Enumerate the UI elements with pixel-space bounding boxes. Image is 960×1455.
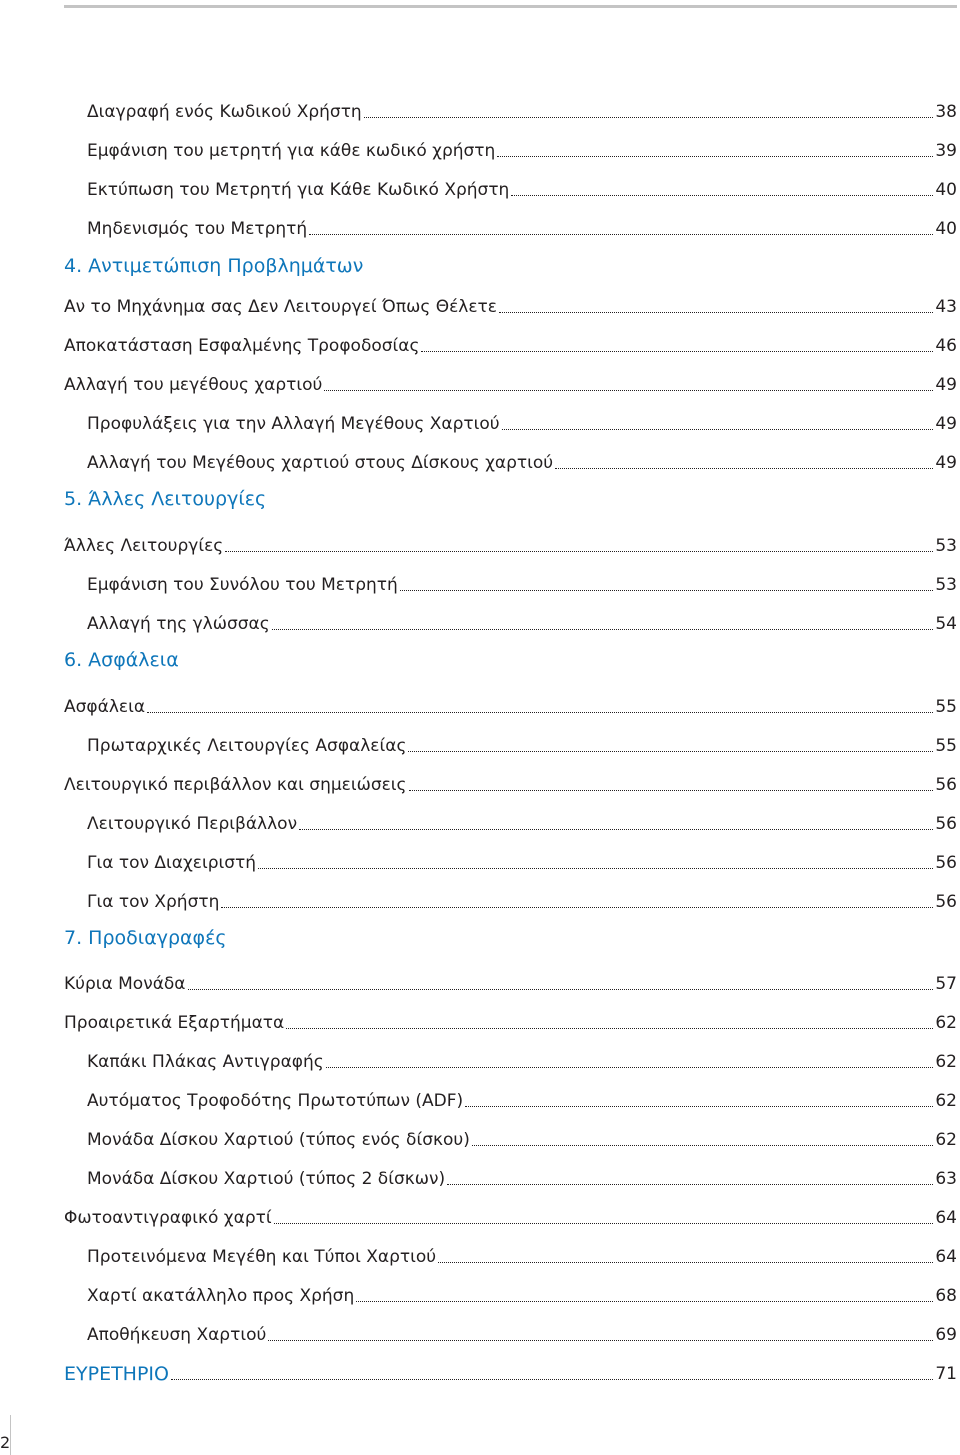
toc-entry-for-user[interactable] xyxy=(87,883,957,913)
toc-entry-label: Αυτόματος Τροφοδότης Πρωτοτύπων (ADF) xyxy=(87,1091,464,1111)
toc-entry-label: Εμφάνιση του Συνόλου του Μετρητή xyxy=(87,575,398,595)
toc-entry-label: Λειτουργικό περιβάλλον και σημειώσεις xyxy=(64,775,407,795)
toc-entry-label: Φωτοαντιγραφικό χαρτί xyxy=(64,1208,272,1228)
dot-leader xyxy=(511,194,933,196)
toc-entry-page: 53 xyxy=(935,575,957,595)
dot-leader xyxy=(272,628,934,630)
page-number: 2 xyxy=(0,1433,11,1452)
toc-entry-paper-tray-unit-two-trays[interactable] xyxy=(87,1160,957,1190)
toc-entry-page: 62 xyxy=(935,1130,957,1150)
toc-entry-page: 53 xyxy=(935,536,957,556)
dot-leader xyxy=(221,906,933,908)
toc-entry-page: 38 xyxy=(935,102,957,122)
toc-entry-page: 40 xyxy=(935,180,957,200)
toc-entry-unusable-paper[interactable] xyxy=(87,1277,957,1307)
toc-entry-label: Αλλαγή του μεγέθους χαρτιού xyxy=(64,375,323,395)
toc-entry-change-language[interactable] xyxy=(87,605,957,635)
toc-entry-main-unit[interactable] xyxy=(64,965,957,995)
toc-entry-changing-paper-size[interactable] xyxy=(64,366,957,396)
toc-entry-label: Προαιρετικά Εξαρτήματα xyxy=(64,1013,285,1033)
toc-entry-page: 64 xyxy=(935,1247,957,1267)
toc-entry-page: 64 xyxy=(935,1208,957,1228)
toc-entry-label: Διαγραφή ενός Κωδικού Χρήστη xyxy=(87,102,362,122)
toc-entry-page: 43 xyxy=(935,297,957,317)
toc-entry-label: Μηδενισμός του Μετρητή xyxy=(87,219,308,239)
toc-entry-reset-counter[interactable] xyxy=(87,210,957,240)
toc-entry-page: 62 xyxy=(935,1052,957,1072)
dot-leader xyxy=(555,467,933,469)
dot-leader xyxy=(409,789,934,791)
toc-entry-label: ΕΥΡΕΤΗΡΙΟ xyxy=(64,1363,169,1385)
dot-leader xyxy=(326,1066,934,1068)
toc-entry-security[interactable] xyxy=(64,688,957,718)
toc-entry-label: Καπάκι Πλάκας Αντιγραφής xyxy=(87,1052,324,1072)
dot-leader xyxy=(472,1144,933,1146)
toc-entry-label: Λειτουργικό Περιβάλλον xyxy=(87,814,298,834)
toc-entry-recommended-paper[interactable] xyxy=(87,1238,957,1268)
toc-entry-page: 49 xyxy=(935,375,957,395)
toc-entry-label: Αλλαγή της γλώσσας xyxy=(87,614,270,634)
toc-entry-page: 49 xyxy=(935,414,957,434)
toc-entry-label: Άλλες Λειτουργίες xyxy=(64,536,224,556)
toc-entry-label: Ασφάλεια xyxy=(64,697,146,717)
toc-entry-other-functions[interactable] xyxy=(64,527,957,557)
toc-entry-label: Για τον Διαχειριστή xyxy=(87,853,257,873)
toc-entry-label: Αποθήκευση Χαρτιού xyxy=(87,1325,267,1345)
dot-leader xyxy=(502,428,934,430)
toc-entry-label: Προτεινόμενα Μεγέθη και Τύποι Χαρτιού xyxy=(87,1247,437,1267)
toc-entry-adf[interactable] xyxy=(87,1082,957,1112)
dot-leader xyxy=(147,711,933,713)
toc-entry-label: Αλλαγή του Μεγέθους χαρτιού στους Δίσκους χαρτιού xyxy=(87,453,554,473)
toc-entry-label: Μονάδα Δίσκου Χαρτιού (τύπος ενός δίσκου) xyxy=(87,1130,470,1150)
toc-entry-page: 63 xyxy=(935,1169,957,1189)
toc-entry-machine-not-working[interactable] xyxy=(64,288,957,318)
toc-entry-change-paper-size-trays[interactable] xyxy=(87,444,957,474)
toc-entry-label: Αποκατάσταση Εσφαλμένης Τροφοδοσίας xyxy=(64,336,420,356)
toc-entry-operating-environment[interactable] xyxy=(87,805,957,835)
dot-leader xyxy=(258,867,933,869)
toc-entry-copy-paper[interactable] xyxy=(64,1199,957,1229)
toc-entry-paper-tray-unit-one-tray[interactable] xyxy=(87,1121,957,1151)
toc-entry-primary-security-functions[interactable] xyxy=(87,727,957,757)
toc-entry-page: 68 xyxy=(935,1286,957,1306)
toc-entry-page: 57 xyxy=(935,974,957,994)
toc-entry-display-counter-per-user[interactable] xyxy=(87,132,957,162)
toc-entry-label: Εμφάνιση του μετρητή για κάθε κωδικό χρήστη xyxy=(87,141,496,161)
dot-leader xyxy=(438,1261,933,1263)
dot-leader xyxy=(421,350,933,352)
toc-entry-delete-user-code[interactable] xyxy=(87,93,957,123)
toc-entry-page: 69 xyxy=(935,1325,957,1345)
toc-entry-for-administrator[interactable] xyxy=(87,844,957,874)
toc-entry-page: 56 xyxy=(935,814,957,834)
toc-entry-label: Εκτύπωση του Μετρητή για Κάθε Κωδικό Χρήστη xyxy=(87,180,510,200)
toc-entry-platen-cover[interactable] xyxy=(87,1043,957,1073)
dot-leader xyxy=(171,1378,933,1380)
dot-leader xyxy=(274,1222,934,1224)
chapter-heading-troubleshooting[interactable]: 4. Αντιμετώπιση Προβλημάτων xyxy=(64,255,364,277)
toc-entry-options[interactable] xyxy=(64,1004,957,1034)
toc-entry-label: Κύρια Μονάδα xyxy=(64,974,186,994)
toc-entry-label: Προφυλάξεις για την Αλλαγή Μεγέθους Χαρτιού xyxy=(87,414,500,434)
dot-leader xyxy=(497,155,933,157)
toc-entry-page: 39 xyxy=(935,141,957,161)
toc-entry-paper-storage[interactable] xyxy=(87,1316,957,1346)
chapter-heading-other-functions[interactable]: 5. Άλλες Λειτουργίες xyxy=(64,488,267,510)
toc-entry-page: 56 xyxy=(935,853,957,873)
toc-entry-operating-environment-notes[interactable] xyxy=(64,766,957,796)
toc-entry-page: 55 xyxy=(935,736,957,756)
toc-entry-index[interactable] xyxy=(64,1355,957,1385)
toc-entry-label: Πρωταρχικές Λειτουργίες Ασφαλείας xyxy=(87,736,407,756)
chapter-heading-security[interactable]: 6. Ασφάλεια xyxy=(64,649,179,671)
dot-leader xyxy=(400,589,934,591)
toc-entry-page: 55 xyxy=(935,697,957,717)
dot-leader xyxy=(268,1339,933,1341)
dot-leader xyxy=(324,389,933,391)
dot-leader xyxy=(188,988,934,990)
toc-entry-page: 62 xyxy=(935,1091,957,1111)
toc-entry-print-counter-per-user[interactable] xyxy=(87,171,957,201)
toc-entry-page: 56 xyxy=(935,892,957,912)
dot-leader xyxy=(408,750,933,752)
chapter-heading-specifications[interactable]: 7. Προδιαγραφές xyxy=(64,927,227,949)
toc-entry-label: Για τον Χρήστη xyxy=(87,892,220,912)
toc-entry-page: 62 xyxy=(935,1013,957,1033)
toc-entry-page: 46 xyxy=(935,336,957,356)
dot-leader xyxy=(447,1183,933,1185)
dot-leader xyxy=(364,116,934,118)
toc-entry-precautions-paper-size[interactable] xyxy=(87,405,957,435)
dot-leader xyxy=(309,233,933,235)
dot-leader xyxy=(299,828,933,830)
toc-entry-clearing-misfeeds[interactable] xyxy=(64,327,957,357)
toc-entry-page: 56 xyxy=(935,775,957,795)
toc-entry-label: Μονάδα Δίσκου Χαρτιού (τύπος 2 δίσκων) xyxy=(87,1169,446,1189)
toc-entry-label: Χαρτί ακατάλληλο προς Χρήση xyxy=(87,1286,355,1306)
dot-leader xyxy=(356,1300,933,1302)
dot-leader xyxy=(225,550,933,552)
toc-entry-page: 54 xyxy=(935,614,957,634)
toc-entry-display-total-counter[interactable] xyxy=(87,566,957,596)
toc-entry-label: Αν το Μηχάνημα σας Δεν Λειτουργεί Όπως Θέλετε xyxy=(64,297,497,317)
dot-leader xyxy=(465,1105,933,1107)
dot-leader xyxy=(286,1027,933,1029)
toc-entry-page: 40 xyxy=(935,219,957,239)
toc-entry-page: 71 xyxy=(935,1364,957,1384)
dot-leader xyxy=(499,311,933,313)
toc-entry-page: 49 xyxy=(935,453,957,473)
